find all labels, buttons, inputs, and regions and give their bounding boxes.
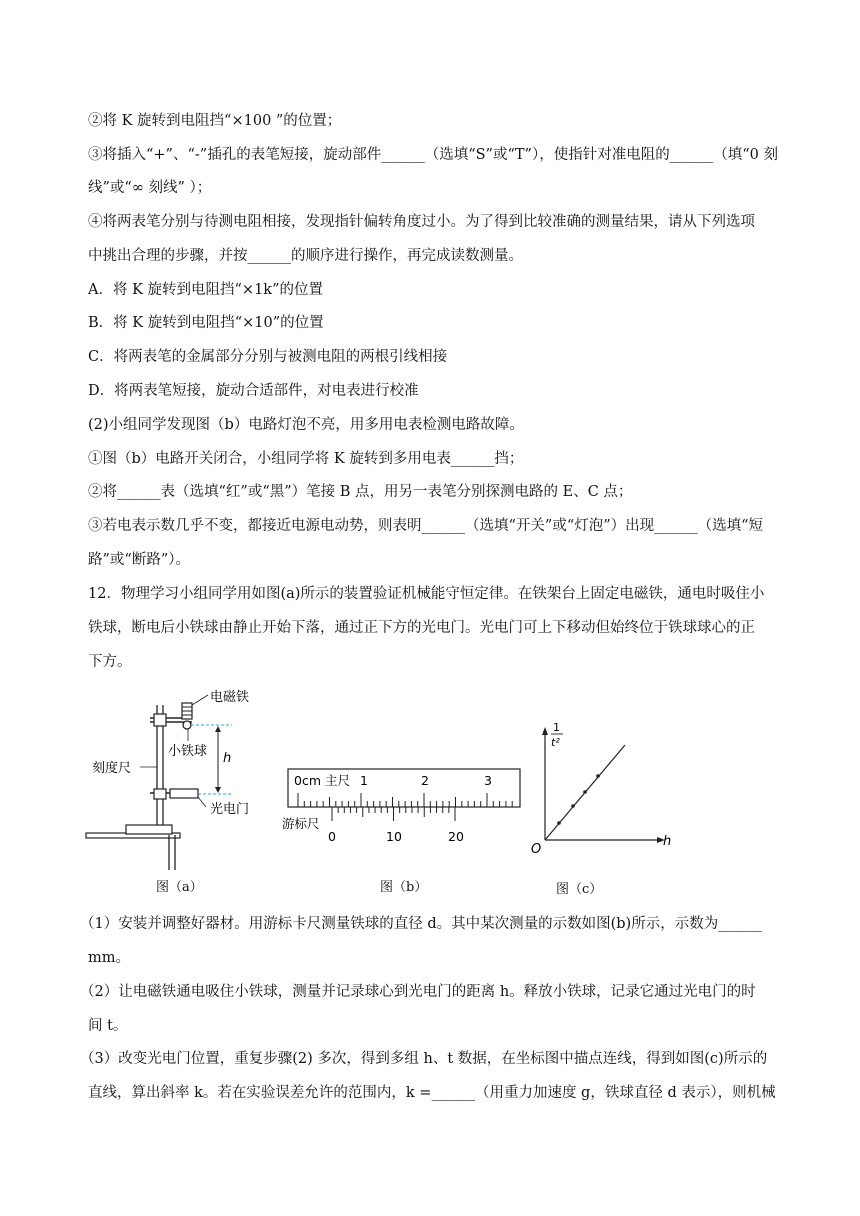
main-tick-1: 1 xyxy=(360,773,368,788)
label-iron-ball: 小铁球 xyxy=(168,744,208,759)
question-12-line-1: 12．物理学习小组同学用如图(a)所示的装置验证机械能守恒定律。在铁架台上固定电磁铁，通电时吸住小 xyxy=(88,586,765,602)
subquestion-1-line-2: mm。 xyxy=(88,950,130,966)
text-line-4: ④将两表笔分别与待测电阻相接，发现指针偏转角度过小。为了得到比较准确的测量结果，请从下列选项 xyxy=(88,214,755,230)
text-line-3: 线”或“∞ 刻线” ）； xyxy=(88,180,212,196)
label-electromagnet: 电磁铁 xyxy=(210,690,250,705)
text-line-13: ③若电表示数几乎不变，都接近电源电动势，则表明______（选填“开关”或“灯泡”）出现______（选填“短 xyxy=(88,518,764,534)
text-line-1: ②将 K 旋转到电阻挡“×100 ”的位置； xyxy=(88,113,342,129)
caption-b: 图（b） xyxy=(380,880,428,895)
subquestion-3-line-1: （3）改变光电门位置，重复步骤(2) 多次，得到多组 h、t 数据，在坐标图中描点连线，得到如图(c)所示的 xyxy=(80,1051,768,1067)
text-line-11: ①图（b）电路开关闭合，小组同学将 K 旋转到多用电表______挡； xyxy=(88,451,524,467)
caption-c: 图（c） xyxy=(556,882,603,897)
subquestion-2-line-2: 间 t。 xyxy=(88,1018,128,1034)
figure-c-graph xyxy=(525,715,685,860)
vernier-tick-0: 0 xyxy=(328,829,336,844)
data-point xyxy=(557,821,561,825)
label-ruler: 刻度尺 xyxy=(92,761,132,776)
vernier-tick-20: 20 xyxy=(448,829,464,844)
label-main-scale: 0cm 主尺 xyxy=(294,773,350,788)
subquestion-2-line-1: （2）让电磁铁通电吸住小铁球，测量并记录球心到光电门的距离 h。释放小铁球，记录它通过光电门的时 xyxy=(80,984,756,1000)
y-label-denominator: t² xyxy=(551,736,560,749)
subquestion-1-line-1: （1）安装并调整好器材。用游标卡尺测量铁球的直径 d。其中某次测量的示数如图(b)所示，示数为______ xyxy=(80,916,762,932)
label-photogate: 光电门 xyxy=(210,802,250,817)
label-vernier-scale: 游标尺 xyxy=(282,816,320,831)
main-tick-2: 2 xyxy=(421,773,429,788)
iron-ball xyxy=(183,721,191,729)
question-12-line-3: 下方。 xyxy=(88,654,132,670)
x-label: h xyxy=(663,834,672,849)
text-line-14: 路”或“断路”）。 xyxy=(88,552,190,568)
option-c: C．将两表笔的金属部分分别与被测电阻的两根引线相接 xyxy=(88,349,448,365)
y-label-numerator: 1 xyxy=(553,721,560,734)
subquestion-3-line-2: 直线，算出斜率 k。若在实验误差允许的范围内，k =______（用重力加速度 g，铁球直径 d 表示），则机械 xyxy=(88,1085,776,1101)
photogate xyxy=(170,789,198,798)
vernier-scale xyxy=(332,807,455,821)
text-line-12: ②将______表（选填“红”或“黑”）笔接 B 点，用另一表笔分别探测电路的 E、C 点； xyxy=(88,484,633,500)
option-b: B．将 K 旋转到电阻挡“×10”的位置 xyxy=(88,315,324,331)
caption-a: 图（a） xyxy=(156,880,203,895)
vernier-tick-10: 10 xyxy=(386,829,402,844)
figure-a-apparatus xyxy=(80,685,280,875)
text-line-2: ③将插入“+”、“-”插孔的表笔短接，旋动部件______（选填“S”或“T”），使指针对准电阻的______（填“0 刻 xyxy=(88,147,778,163)
figure-b-vernier-caliper xyxy=(282,765,527,850)
option-d: D．将两表笔短接，旋动合适部件，对电表进行校准 xyxy=(88,383,419,399)
label-h: h xyxy=(223,751,232,766)
question-12-line-2: 铁球，断电后小铁球由静止开始下落，通过正下方的光电门。光电门可上下移动但始终位于铁球球心的正 xyxy=(88,620,755,636)
option-a: A．将 K 旋转到电阻挡“×1k”的位置 xyxy=(88,282,324,298)
origin-label: O xyxy=(531,842,542,857)
data-point xyxy=(583,790,587,794)
data-point xyxy=(571,804,575,808)
main-tick-3: 3 xyxy=(484,773,492,788)
text-line-5: 中挑出合理的步骤，并按______的顺序进行操作，再完成读数测量。 xyxy=(88,248,523,264)
data-point xyxy=(596,774,600,778)
text-line-10: (2)小组同学发现图（b）电路灯泡不亮，用多用电表检测电路故障。 xyxy=(88,417,524,433)
